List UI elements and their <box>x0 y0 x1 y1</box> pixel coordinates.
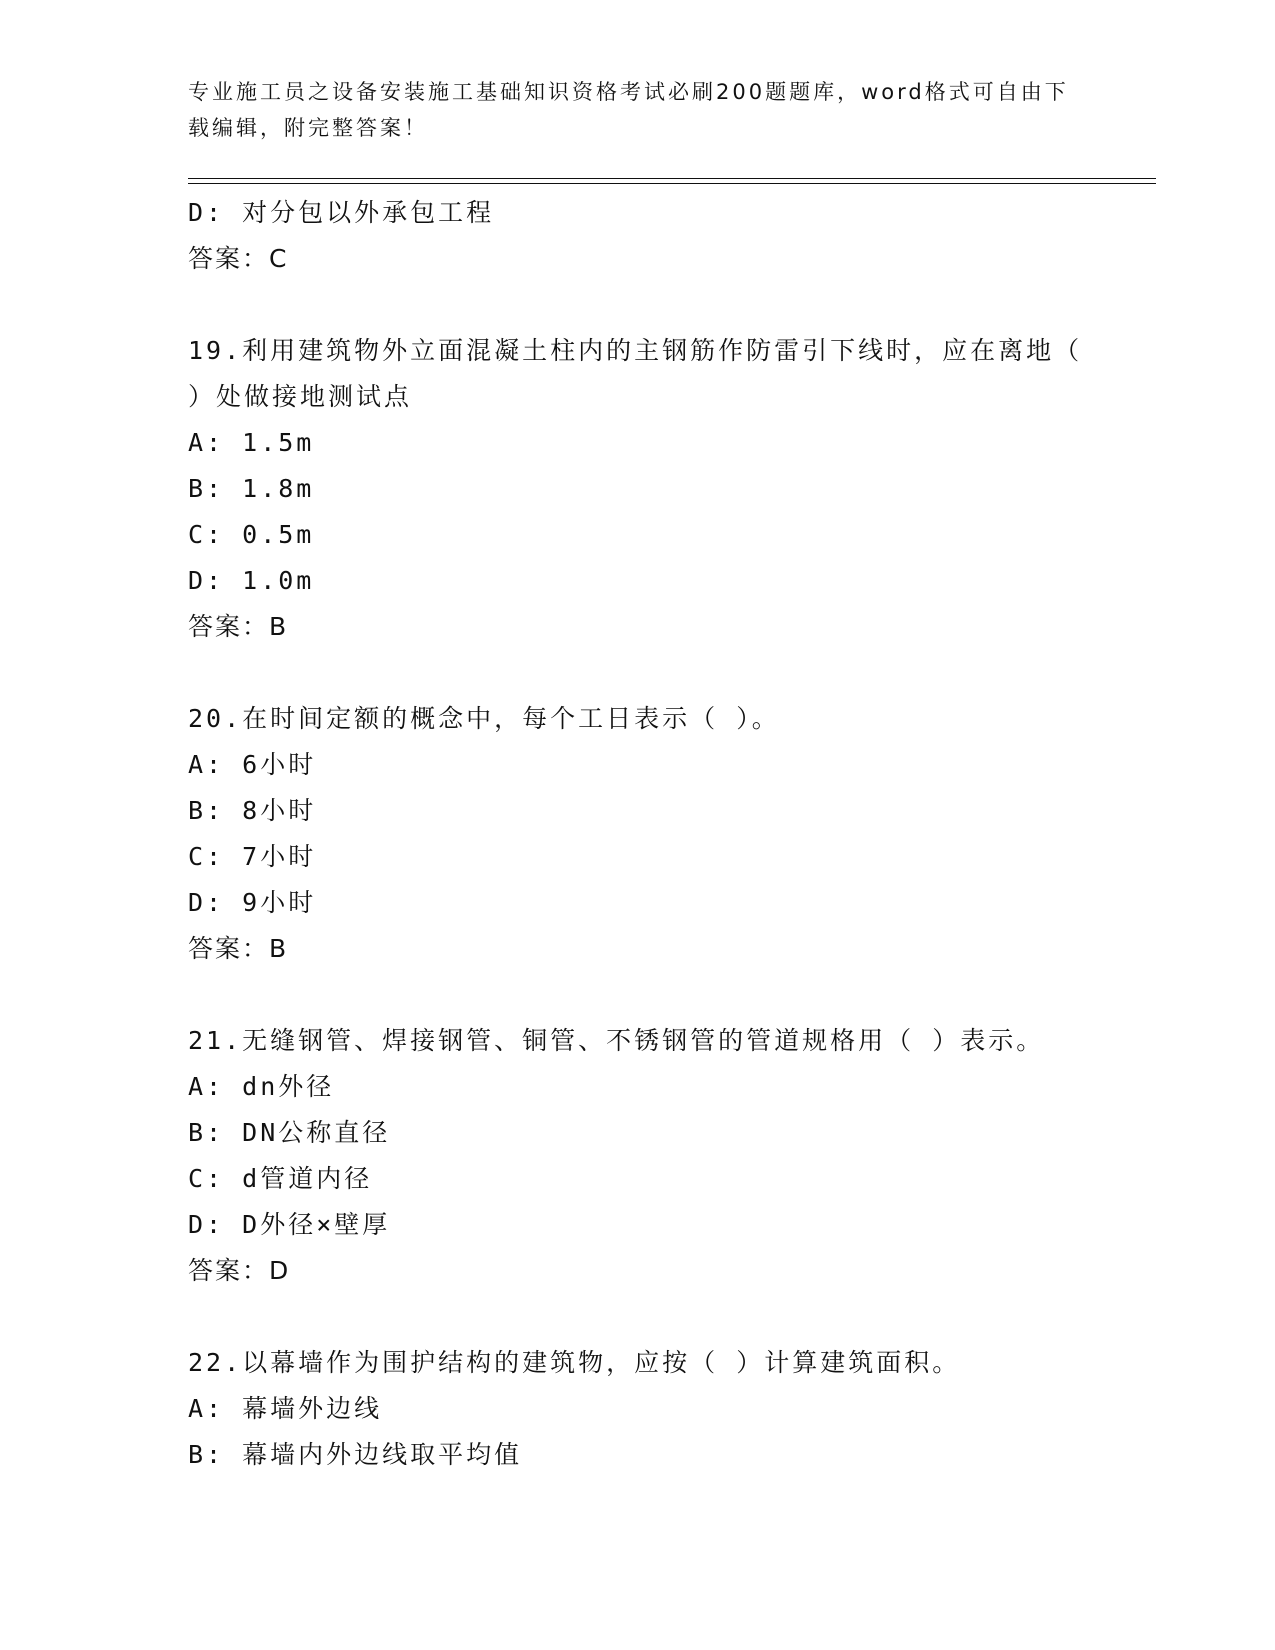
page-header-title: 专业施工员之设备安装施工基础知识资格考试必刷200题题库，word格式可自由下载编辑，附完整答案！ <box>188 80 1069 140</box>
option-b: B: DN公称直径 <box>188 1118 391 1147</box>
question-text: 22.以幕墙作为围护结构的建筑物，应按（ ）计算建筑面积。 <box>188 1348 961 1377</box>
option-a: A: 幕墙外边线 <box>188 1394 383 1423</box>
option-a: A: 1.5m <box>188 428 315 457</box>
option-b: B: 8小时 <box>188 796 317 825</box>
question-item <box>188 1340 1088 1478</box>
option-c: C: 0.5m <box>188 520 315 549</box>
option-b: B: 1.8m <box>188 474 315 503</box>
answer-line: 答案：C <box>188 244 289 273</box>
answer-line: 答案：B <box>188 612 289 641</box>
question-item <box>188 696 1088 972</box>
option-d: D: 1.0m <box>188 566 315 595</box>
question-list <box>188 190 1088 1478</box>
option-c: C: d管道内径 <box>188 1164 373 1193</box>
question-text: 21.无缝钢管、焊接钢管、铜管、不锈钢管的管道规格用（ ）表示。 <box>188 1026 1045 1055</box>
question-item <box>188 328 1088 650</box>
header-divider-bottom <box>188 183 1156 184</box>
option-d: D: D外径×壁厚 <box>188 1210 391 1239</box>
question-item <box>188 1018 1088 1294</box>
question-text: 19.利用建筑物外立面混凝土柱内的主钢筋作防雷引下线时，应在离地（ ）处做接地测试点 <box>188 336 1083 411</box>
option-a: A: 6小时 <box>188 750 317 779</box>
option-b: B: 幕墙内外边线取平均值 <box>188 1440 523 1469</box>
option-a: A: dn外径 <box>188 1072 335 1101</box>
answer-line: 答案：D <box>188 1256 291 1285</box>
header-divider-top <box>188 178 1156 179</box>
option-d: D: 9小时 <box>188 888 317 917</box>
option-c: C: 7小时 <box>188 842 317 871</box>
option-d: D: 对分包以外承包工程 <box>188 198 495 227</box>
question-text: 20.在时间定额的概念中，每个工日表示（ ）。 <box>188 704 780 733</box>
answer-line: 答案：B <box>188 934 289 963</box>
